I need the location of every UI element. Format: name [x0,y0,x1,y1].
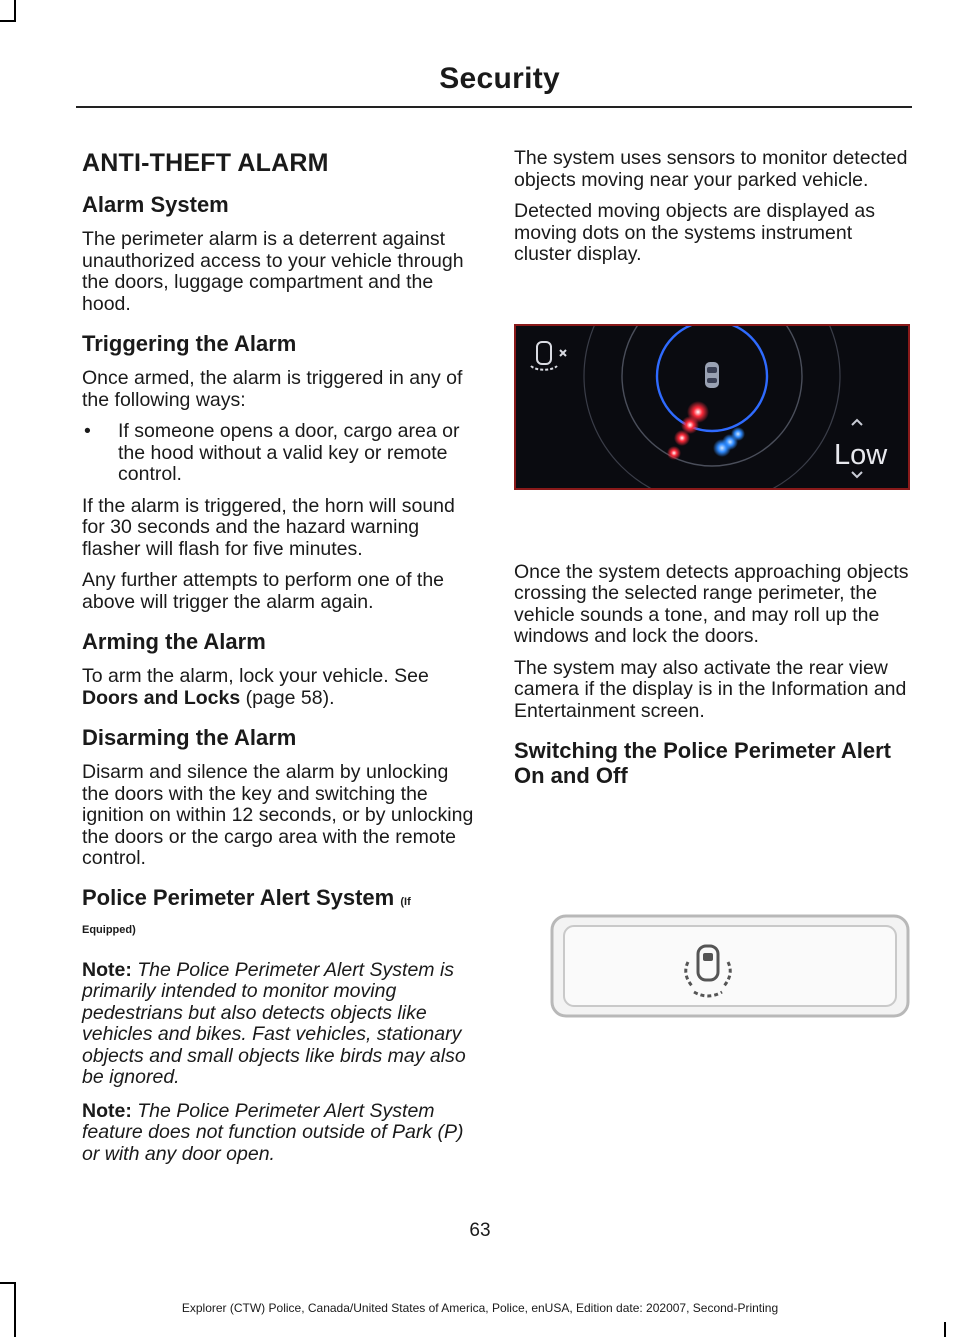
outer-range-ring [584,326,840,488]
middle-range-ring [622,326,802,466]
button-panel-graphic [514,900,910,1020]
disarming-heading: Disarming the Alarm [82,725,297,750]
camera-text: The system may also activate the rear view camera if the display is in the Information and Entertainment screen. [514,656,907,722]
range-label: Low [834,438,888,471]
chevron-down-icon [852,472,862,477]
radar-display-graphic [516,326,908,488]
triggering-p2: Any further attempts to perform one of the above will trigger the alarm again. [82,569,445,613]
sensor-text: The system uses sensors to monitor detected objects moving near your parked vehicle. [514,147,908,191]
alarm-system-heading: Alarm System [82,192,229,217]
approach-text: Once the system detects approaching objects crossing the selected range perimeter, the vehicle sounds a tone, and may roll up the windows and lock the doors. [514,560,909,647]
page-reference: (page 58). [240,686,335,709]
crop-mark-bottom-right [944,1322,946,1337]
crop-mark-top-left [14,0,16,22]
list-item [82,421,478,486]
note-2 [82,1101,478,1166]
switching-heading: Switching the Police Perimeter Alert On and Off [514,738,891,788]
detected-object-dot [674,430,690,446]
arming-sentence: To arm the alarm, lock your vehicle. See [82,665,429,687]
page-number: 63 [469,1220,491,1241]
if-equipped-2: Equipped) [82,923,136,936]
note-1-label: Note: [82,958,132,981]
doors-and-locks-link[interactable]: Doors and Locks [82,686,241,709]
section-title: ANTI-THEFT ALARM [82,149,329,177]
bullet-text: If someone opens a door, cargo area or the hood without a valid key or remote control. [118,420,460,485]
note-2-text: The Police Perimeter Alert System feature does not function outside of Park (P) or with any door open. [82,1099,464,1165]
header-divider [76,106,912,108]
ppa-heading [82,886,478,942]
detected-object-dot [667,446,681,460]
bullet-icon: • [84,420,91,442]
note-1-text: The Police Perimeter Alert System is primarily intended to monitor moving pedestrians but also detects objects like vehicles and bikes. Fast vehicles, stationary objects and small objects like birds may also be ignored. [82,958,466,1088]
perimeter-alert-icon [531,342,566,370]
button-panel-inner [564,926,896,1006]
tracked-object-dot [713,439,731,457]
perimeter-alert-button-illustration [514,900,910,1020]
page-title: Security [439,62,560,95]
triggering-p1: If the alarm is triggered, the horn will sound for 30 seconds and the hazard warning flasher will flash for five minutes. [82,494,455,560]
ppa-heading-text: Police Perimeter Alert System [82,884,395,910]
triggering-heading: Triggering the Alarm [82,331,297,356]
right-column [514,148,910,1020]
footer-edition: Explorer (CTW) Police, Canada/United States of America, Police, enUSA, Edition date: 202007, Second-Printing [181,1301,779,1315]
left-column [82,148,478,1175]
chevron-up-icon [852,420,862,425]
arming-text [82,666,478,709]
alarm-system-text: The perimeter alarm is a deterrent against unauthorized access to your vehicle through the doors, luggage compartment and the hood. [82,228,464,315]
note-2-label: Note: [82,1099,132,1122]
crop-mark-top-left-h [0,20,16,22]
triggering-intro: Once armed, the alarm is triggered in any of the following ways: [82,367,463,411]
crop-mark-bottom-left-h [0,1282,16,1284]
cluster-display-illustration [514,324,910,490]
note-1 [82,960,478,1089]
if-equipped-1: (If [400,895,411,908]
arming-heading: Arming the Alarm [82,629,266,654]
disarming-text: Disarm and silence the alarm by unlocking the doors with the key and switching the ignition on within 12 seconds, or by unlocking the doors or the cargo area with the remote control. [82,761,474,869]
vehicle-icon [705,362,719,388]
display-text: Detected moving objects are displayed as moving dots on the systems instrument cluster display. [514,200,875,265]
